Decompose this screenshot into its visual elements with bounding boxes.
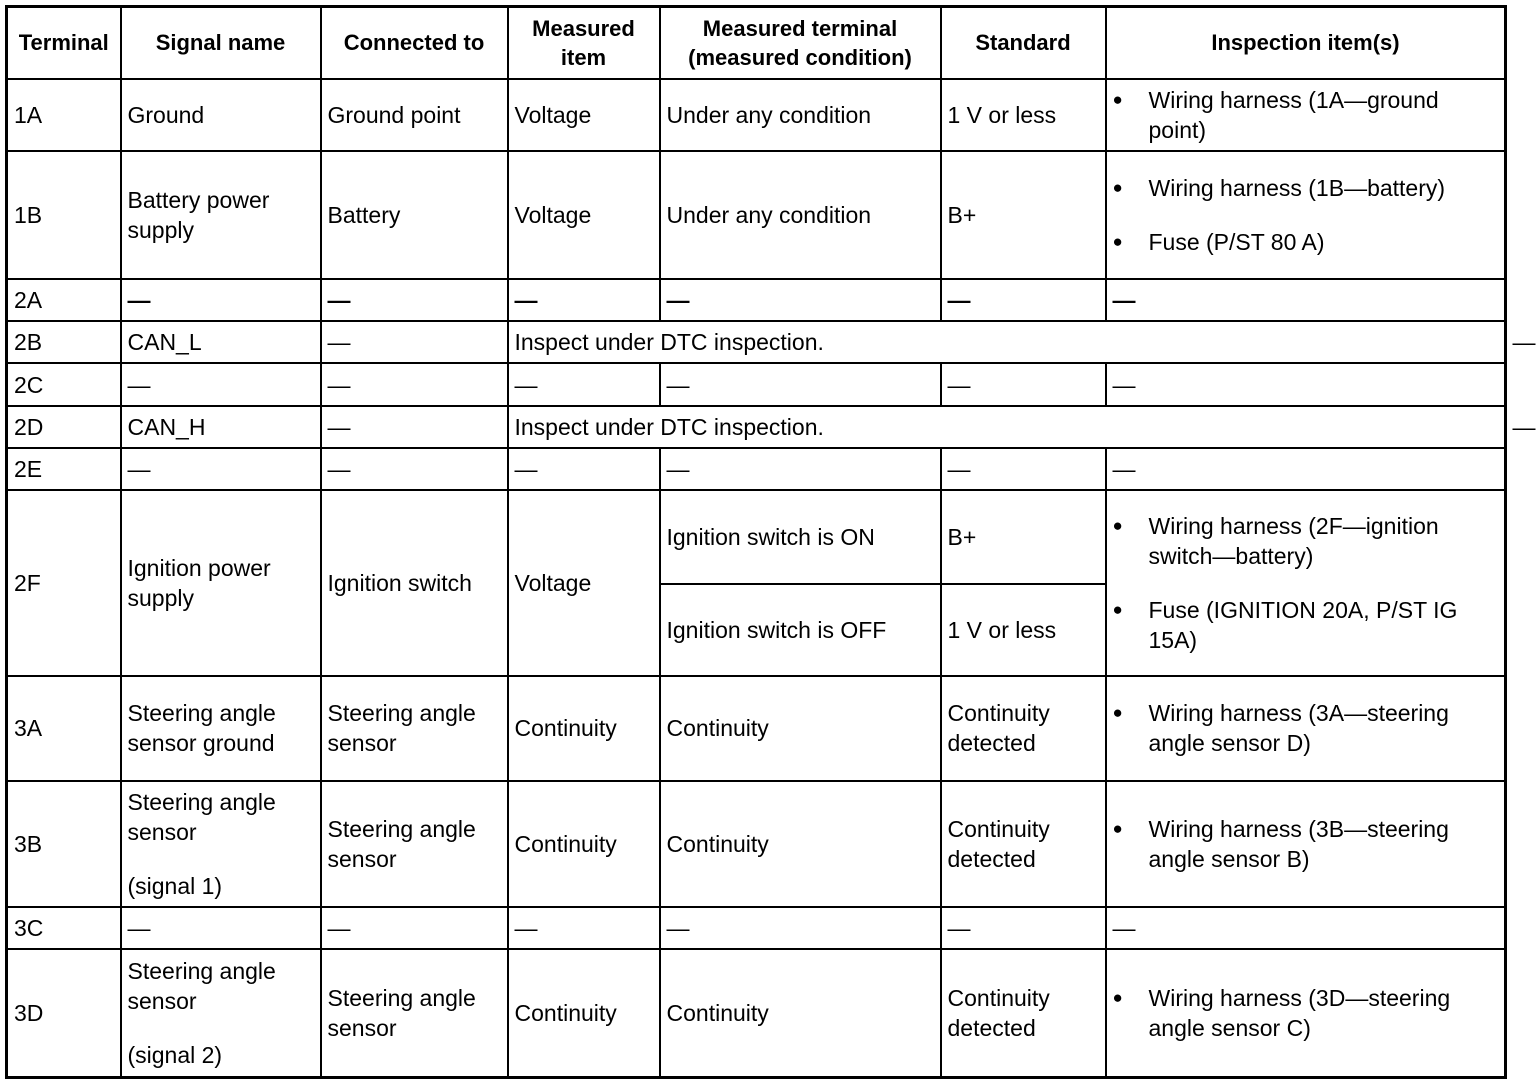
condition-cell: Continuity — [660, 781, 941, 907]
header-standard: Standard — [941, 7, 1106, 79]
terminal-cell: 2C — [7, 363, 121, 405]
signal-name-cell: Steering angle sensor ground — [121, 676, 321, 780]
terminal-cell: 2B — [7, 321, 121, 363]
inspection-item: ● Wiring harness (2F—ignition switch—battery) — [1113, 511, 1499, 571]
inspection-list — [1113, 173, 1499, 257]
connected-to-cell: Ignition switch — [321, 490, 508, 677]
inspection-cell — [1106, 490, 1506, 677]
empty-dash: — — [121, 448, 321, 490]
inspection-cell — [1106, 949, 1506, 1077]
inspection-item: ● Wiring harness (3B—steering angle sensor B) — [1113, 814, 1499, 874]
standard-cell: 1 V or less — [941, 79, 1106, 151]
empty-dash: — — [660, 907, 941, 949]
empty-dash: — — [321, 321, 508, 363]
signal-name-line2: (signal 2) — [127, 1042, 223, 1068]
condition-cell: Under any condition — [660, 79, 941, 151]
empty-dash: — — [321, 907, 508, 949]
measured-item-cell: Continuity — [508, 781, 660, 907]
header-terminal: Terminal — [7, 7, 121, 79]
inspection-list — [1113, 983, 1499, 1043]
inspection-item: ● Wiring harness (3A—steering angle sensor D) — [1113, 698, 1499, 758]
empty-dash: — — [508, 363, 660, 405]
empty-dash: — — [1106, 448, 1506, 490]
terminal-cell: 3C — [7, 907, 121, 949]
measured-item-cell: Voltage — [508, 79, 660, 151]
signal-name-line1: Steering angle sensor — [127, 788, 276, 845]
signal-name-cell — [121, 949, 321, 1077]
empty-dash: — — [508, 448, 660, 490]
empty-dash: — — [1106, 363, 1506, 405]
inspection-item: ● Fuse (IGNITION 20A, P/ST IG 15A) — [1113, 595, 1499, 655]
condition-cell: Ignition switch is OFF — [660, 584, 941, 676]
empty-dash: — — [941, 279, 1106, 321]
measured-item-cell: Voltage — [508, 490, 660, 677]
condition-cell: Under any condition — [660, 151, 941, 279]
empty-dash: — — [321, 448, 508, 490]
signal-name-cell: Ignition power supply — [121, 490, 321, 677]
connected-to-cell: Steering angle sensor — [321, 676, 508, 780]
row-3A — [7, 676, 1506, 780]
empty-dash: — — [941, 448, 1106, 490]
row-2F — [7, 490, 1506, 584]
header-connected-to: Connected to — [321, 7, 508, 79]
inspection-cell — [1106, 781, 1506, 907]
empty-dash: — — [321, 279, 508, 321]
empty-dash: — — [660, 279, 941, 321]
standard-cell: Continuity detected — [941, 781, 1106, 907]
terminal-cell: 2A — [7, 279, 121, 321]
condition-cell: Continuity — [660, 676, 941, 780]
standard-cell: Continuity detected — [941, 949, 1106, 1077]
header-signal-name: Signal name — [121, 7, 321, 79]
empty-dash: — — [1106, 907, 1506, 949]
terminal-cell: 1A — [7, 79, 121, 151]
row-3D — [7, 949, 1506, 1077]
header-measured-terminal-line2: (measured condition) — [688, 44, 912, 70]
inspection-item: ● Wiring harness (3D—steering angle sensor C) — [1113, 983, 1499, 1043]
standard-cell: B+ — [941, 490, 1106, 584]
empty-dash: — — [941, 907, 1106, 949]
row-1A — [7, 79, 1506, 151]
header-measured-terminal-line1: Measured terminal — [702, 15, 898, 41]
header-inspection-items: Inspection item(s) — [1106, 7, 1506, 79]
row-2E — [7, 448, 1506, 490]
dtc-note: Inspect under DTC inspection. — [508, 406, 1506, 448]
connected-to-cell: Ground point — [321, 79, 508, 151]
row-2B: 2B CAN_L — Inspect under DTC inspection. — — [7, 321, 1506, 363]
empty-dash: — — [321, 363, 508, 405]
empty-dash: — — [941, 363, 1106, 405]
terminal-cell: 3D — [7, 949, 121, 1077]
connected-to-cell: Battery — [321, 151, 508, 279]
inspection-cell — [1106, 151, 1506, 279]
empty-dash: — — [660, 448, 941, 490]
empty-dash: — — [121, 907, 321, 949]
signal-name-cell: CAN_L — [121, 321, 321, 363]
terminal-inspection-table — [5, 5, 1536, 1079]
empty-dash: — — [1106, 279, 1506, 321]
inspection-list — [1113, 511, 1499, 655]
signal-name-cell: Ground — [121, 79, 321, 151]
measured-item-cell: Continuity — [508, 676, 660, 780]
row-2A — [7, 279, 1506, 321]
inspection-item: ● Wiring harness (1B—battery) — [1113, 173, 1499, 203]
terminal-cell: 3B — [7, 781, 121, 907]
terminal-cell: 1B — [7, 151, 121, 279]
inspection-list — [1113, 85, 1499, 145]
row-2D: 2D CAN_H — Inspect under DTC inspection. — — [7, 406, 1506, 448]
row-3C — [7, 907, 1506, 949]
header-row — [7, 7, 1506, 79]
empty-dash: — — [508, 279, 660, 321]
header-measured-item — [508, 7, 660, 79]
empty-dash: — — [660, 363, 941, 405]
terminal-cell: 3A — [7, 676, 121, 780]
signal-name-line1: Steering angle sensor — [127, 958, 276, 1014]
signal-name-cell — [121, 781, 321, 907]
measured-item-cell: Continuity — [508, 949, 660, 1077]
terminal-cell: 2E — [7, 448, 121, 490]
signal-name-cell: Battery power supply — [121, 151, 321, 279]
header-measured-item-line1: Measured — [532, 15, 635, 41]
terminal-cell: 2F — [7, 490, 121, 677]
header-measured-item-line2: item — [560, 44, 607, 70]
standard-cell: B+ — [941, 151, 1106, 279]
inspection-item: ● Fuse (P/ST 80 A) — [1113, 227, 1499, 257]
row-1B — [7, 151, 1506, 279]
inspection-list — [1113, 814, 1499, 874]
inspection-cell — [1106, 676, 1506, 780]
connected-to-cell: Steering angle sensor — [321, 949, 508, 1077]
standard-cell: Continuity detected — [941, 676, 1106, 780]
inspection-item: ● Wiring harness (1A—ground point) — [1113, 85, 1499, 145]
empty-dash: — — [321, 406, 508, 448]
connected-to-cell: Steering angle sensor — [321, 781, 508, 907]
inspection-list — [1113, 698, 1499, 758]
measured-item-cell: Voltage — [508, 151, 660, 279]
condition-cell: Ignition switch is ON — [660, 490, 941, 584]
dtc-note: Inspect under DTC inspection. — [508, 321, 1506, 363]
row-2C — [7, 363, 1506, 405]
header-measured-terminal — [660, 7, 941, 79]
inspection-cell — [1106, 79, 1506, 151]
signal-name-line2: (signal 1) — [127, 872, 223, 899]
empty-dash: — — [508, 907, 660, 949]
empty-dash: — — [121, 363, 321, 405]
row-3B — [7, 781, 1506, 907]
condition-cell: Continuity — [660, 949, 941, 1077]
empty-dash: — — [121, 279, 321, 321]
terminal-cell: 2D — [7, 406, 121, 448]
standard-cell: 1 V or less — [941, 584, 1106, 676]
signal-name-cell: CAN_H — [121, 406, 321, 448]
